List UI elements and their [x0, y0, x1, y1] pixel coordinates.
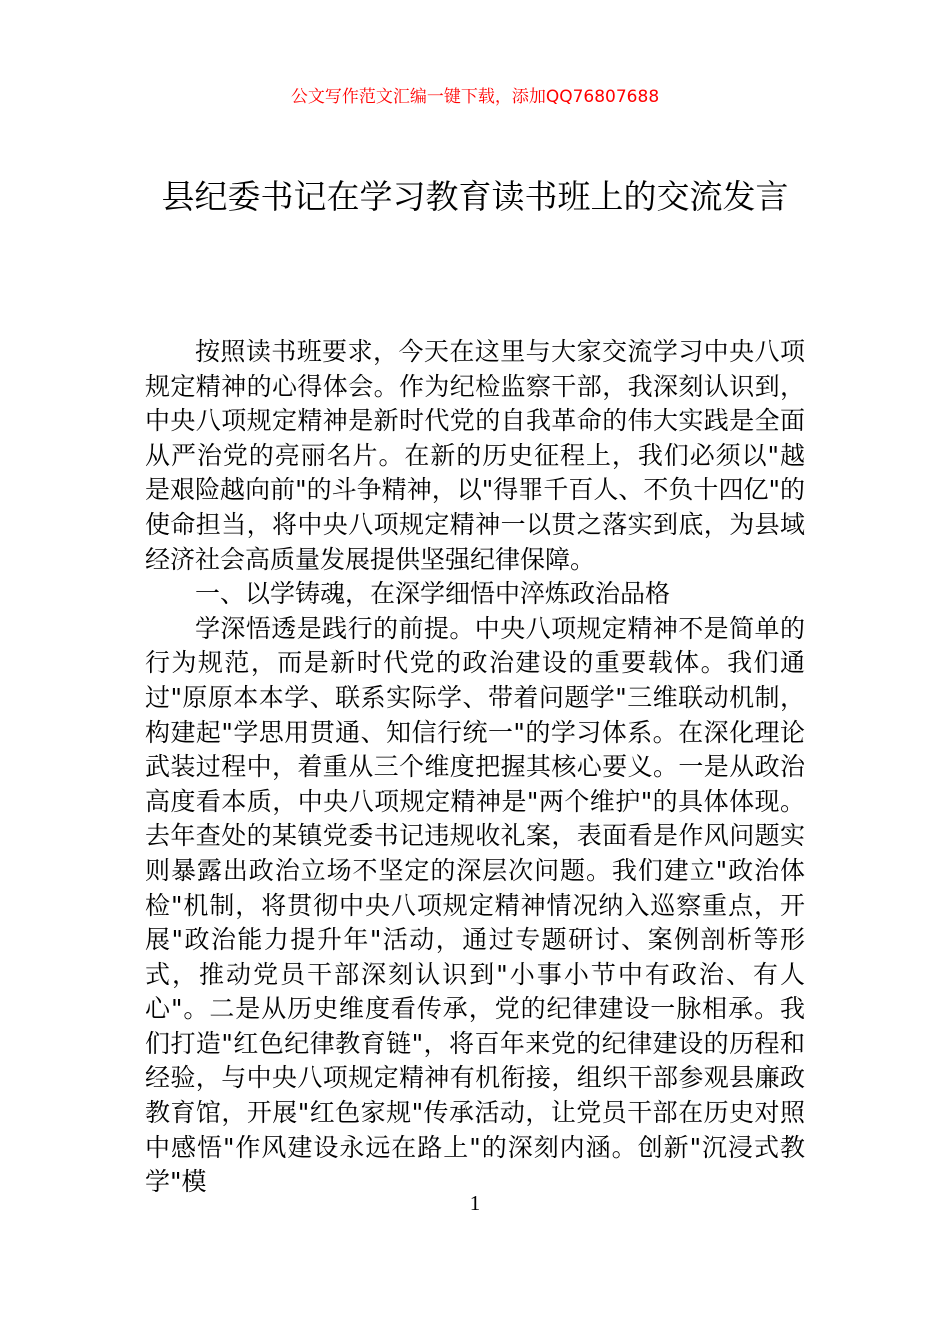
- download-banner: 公文写作范文汇编一键下载，添加QQ76807688: [290, 87, 660, 107]
- section-heading: 一、以学铸魂，在深学细悟中淬炼政治品格: [195, 579, 671, 609]
- section-paragraph: 学深悟透是践行的前提。中央八项规定精神不是简单的行为规范，而是新时代党的政治建设的重要载体。我们通过"原原本本学、联系实际学、带着问题学"三维联动机制，构建起"学思用贯通、知信行统一"的学习体系。在深化理论武装过程中，着重从三个维度把握其核心要义。一是从政治高度看本质，中央八项规定精神是"两个维护"的具体体现。去年查处的某镇党委书记违规收礼案，表面看是作风问题实则暴露出政治立场不坚定的深层次问题。我们建立"政治体检"机制，将贯彻中央八项规定精神情况纳入巡察重点，开展"政治能力提升年"活动，通过专题研讨、案例剖析等形式，推动党员干部深刻认识到"小事小节中有政治、有人心"。二是从历史维度看传承，党的纪律建设一脉相承。我们打造"红色纪律教育链"，将百年来党的纪律建设的历程和经验，与中央八项规定精神有机衔接，组织干部参观县廉政教育馆，开展"红色家规"传承活动，让党员干部在历史对照中感悟"作风建设永远在路上"的深刻内涵。创新"沉浸式教学"模: [145, 613, 805, 1197]
- document-body: [145, 335, 805, 1200]
- page-title: 县纪委书记在学习教育读书班上的交流发言: [161, 177, 789, 216]
- intro-paragraph: 按照读书班要求，今天在这里与大家交流学习中央八项规定精神的心得体会。作为纪检监察干部，我深刻认识到，中央八项规定精神是新时代党的自我革命的伟大实践是全面从严治党的亮丽名片。在新的历史征程上，我们必须以"越是艰险越向前"的斗争精神，以"得罪千百人、不负十四亿"的使命担当，将中央八项规定精神一以贯之落实到底，为县域经济社会高质量发展提供坚强纪律保障。: [145, 337, 805, 574]
- page-number: 1: [469, 1191, 481, 1215]
